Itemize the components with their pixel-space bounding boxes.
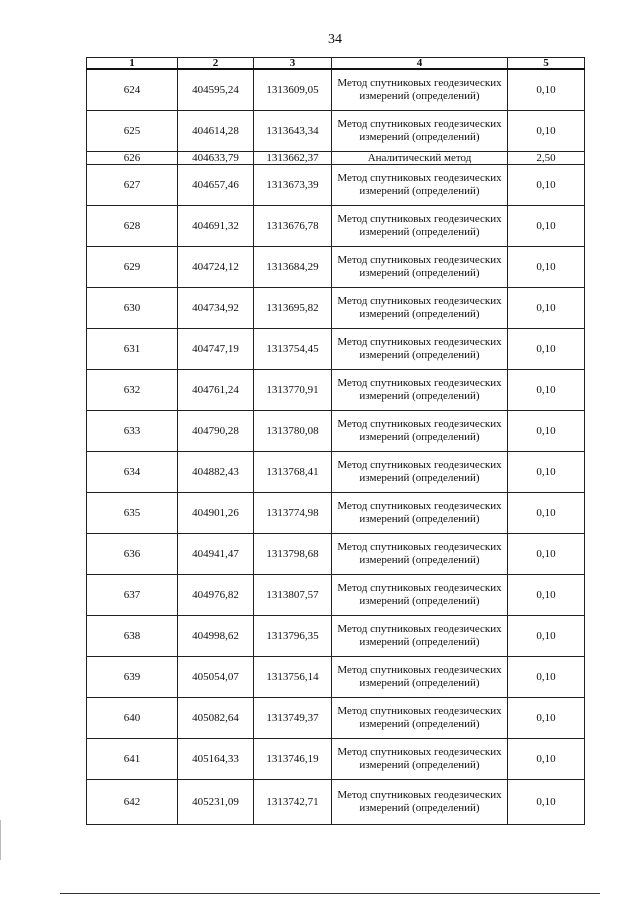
table-row: [87, 411, 585, 452]
accuracy-cell: 0,10: [508, 111, 585, 152]
point-number-cell: 630: [87, 288, 178, 329]
table-row: [87, 152, 585, 165]
accuracy-cell: 0,10: [508, 575, 585, 616]
table-row: [87, 657, 585, 698]
accuracy-cell: 0,10: [508, 780, 585, 825]
x-coordinate-cell: 404724,12: [178, 247, 254, 288]
accuracy-cell: 0,10: [508, 452, 585, 493]
method-cell: Метод спутниковых геодезических измерений (определений): [332, 370, 508, 411]
method-cell: Метод спутниковых геодезических измерений (определений): [332, 493, 508, 534]
method-cell: Метод спутниковых геодезических измерений (определений): [332, 575, 508, 616]
y-coordinate-cell: 1313695,82: [254, 288, 332, 329]
x-coordinate-cell: 404595,24: [178, 69, 254, 111]
table-row: [87, 493, 585, 534]
accuracy-cell: 0,10: [508, 616, 585, 657]
accuracy-cell: 0,10: [508, 411, 585, 452]
table-row: [87, 206, 585, 247]
x-coordinate-cell: 404657,46: [178, 165, 254, 206]
y-coordinate-cell: 1313798,68: [254, 534, 332, 575]
x-coordinate-cell: 404747,19: [178, 329, 254, 370]
table-row: [87, 739, 585, 780]
y-coordinate-cell: 1313768,41: [254, 452, 332, 493]
method-cell: Метод спутниковых геодезических измерений (определений): [332, 780, 508, 825]
method-cell: Метод спутниковых геодезических измерений (определений): [332, 411, 508, 452]
column-header: 1: [87, 58, 178, 70]
x-coordinate-cell: 404633,79: [178, 152, 254, 165]
coordinates-table: [86, 57, 585, 825]
point-number-cell: 633: [87, 411, 178, 452]
y-coordinate-cell: 1313796,35: [254, 616, 332, 657]
x-coordinate-cell: 404976,82: [178, 575, 254, 616]
method-cell: Метод спутниковых геодезических измерений (определений): [332, 329, 508, 370]
table-row: [87, 111, 585, 152]
y-coordinate-cell: 1313807,57: [254, 575, 332, 616]
accuracy-cell: 0,10: [508, 329, 585, 370]
accuracy-cell: 0,10: [508, 698, 585, 739]
x-coordinate-cell: 404691,32: [178, 206, 254, 247]
x-coordinate-cell: 405054,07: [178, 657, 254, 698]
point-number-cell: 624: [87, 69, 178, 111]
accuracy-cell: 0,10: [508, 247, 585, 288]
x-coordinate-cell: 405231,09: [178, 780, 254, 825]
point-number-cell: 641: [87, 739, 178, 780]
y-coordinate-cell: 1313643,34: [254, 111, 332, 152]
y-coordinate-cell: 1313662,37: [254, 152, 332, 165]
y-coordinate-cell: 1313609,05: [254, 69, 332, 111]
y-coordinate-cell: 1313746,19: [254, 739, 332, 780]
table-row: [87, 165, 585, 206]
method-cell: Метод спутниковых геодезических измерений (определений): [332, 698, 508, 739]
y-coordinate-cell: 1313673,39: [254, 165, 332, 206]
y-coordinate-cell: 1313742,71: [254, 780, 332, 825]
point-number-cell: 632: [87, 370, 178, 411]
method-cell: Аналитический метод: [332, 152, 508, 165]
x-coordinate-cell: 404882,43: [178, 452, 254, 493]
point-number-cell: 638: [87, 616, 178, 657]
method-cell: Метод спутниковых геодезических измерений (определений): [332, 616, 508, 657]
method-cell: Метод спутниковых геодезических измерений (определений): [332, 206, 508, 247]
method-cell: Метод спутниковых геодезических измерений (определений): [332, 534, 508, 575]
x-coordinate-cell: 404901,26: [178, 493, 254, 534]
y-coordinate-cell: 1313774,98: [254, 493, 332, 534]
method-cell: Метод спутниковых геодезических измерений (определений): [332, 657, 508, 698]
x-coordinate-cell: 404734,92: [178, 288, 254, 329]
method-cell: Метод спутниковых геодезических измерений (определений): [332, 247, 508, 288]
accuracy-cell: 0,10: [508, 534, 585, 575]
point-number-cell: 642: [87, 780, 178, 825]
page-number: 34: [328, 32, 342, 47]
y-coordinate-cell: 1313676,78: [254, 206, 332, 247]
point-number-cell: 628: [87, 206, 178, 247]
column-header: 4: [332, 58, 508, 70]
table-row: [87, 69, 585, 111]
table-row: [87, 452, 585, 493]
x-coordinate-cell: 405164,33: [178, 739, 254, 780]
point-number-cell: 631: [87, 329, 178, 370]
method-cell: Метод спутниковых геодезических измерений (определений): [332, 69, 508, 111]
accuracy-cell: 0,10: [508, 657, 585, 698]
method-cell: Метод спутниковых геодезических измерений (определений): [332, 111, 508, 152]
x-coordinate-cell: 404761,24: [178, 370, 254, 411]
accuracy-cell: 0,10: [508, 288, 585, 329]
point-number-cell: 634: [87, 452, 178, 493]
table-row: [87, 329, 585, 370]
point-number-cell: 625: [87, 111, 178, 152]
point-number-cell: 629: [87, 247, 178, 288]
y-coordinate-cell: 1313684,29: [254, 247, 332, 288]
point-number-cell: 627: [87, 165, 178, 206]
table-row: [87, 288, 585, 329]
table-row: [87, 698, 585, 739]
bottom-rule: [60, 893, 600, 894]
table-row: [87, 534, 585, 575]
method-cell: Метод спутниковых геодезических измерений (определений): [332, 165, 508, 206]
table-row: [87, 616, 585, 657]
accuracy-cell: 0,10: [508, 370, 585, 411]
scan-edge-mark: [0, 820, 1, 860]
y-coordinate-cell: 1313749,37: [254, 698, 332, 739]
point-number-cell: 640: [87, 698, 178, 739]
method-cell: Метод спутниковых геодезических измерений (определений): [332, 452, 508, 493]
accuracy-cell: 0,10: [508, 493, 585, 534]
accuracy-cell: 0,10: [508, 69, 585, 111]
method-cell: Метод спутниковых геодезических измерений (определений): [332, 288, 508, 329]
column-header: 2: [178, 58, 254, 70]
accuracy-cell: 2,50: [508, 152, 585, 165]
point-number-cell: 636: [87, 534, 178, 575]
accuracy-cell: 0,10: [508, 739, 585, 780]
table-row: [87, 370, 585, 411]
accuracy-cell: 0,10: [508, 206, 585, 247]
column-header: 5: [508, 58, 585, 70]
point-number-cell: 635: [87, 493, 178, 534]
table-header-row: [87, 58, 585, 70]
y-coordinate-cell: 1313780,08: [254, 411, 332, 452]
accuracy-cell: 0,10: [508, 165, 585, 206]
x-coordinate-cell: 405082,64: [178, 698, 254, 739]
table-row: [87, 575, 585, 616]
column-header: 3: [254, 58, 332, 70]
table-row: [87, 780, 585, 825]
y-coordinate-cell: 1313756,14: [254, 657, 332, 698]
point-number-cell: 639: [87, 657, 178, 698]
point-number-cell: 637: [87, 575, 178, 616]
x-coordinate-cell: 404614,28: [178, 111, 254, 152]
method-cell: Метод спутниковых геодезических измерений (определений): [332, 739, 508, 780]
y-coordinate-cell: 1313770,91: [254, 370, 332, 411]
y-coordinate-cell: 1313754,45: [254, 329, 332, 370]
x-coordinate-cell: 404998,62: [178, 616, 254, 657]
point-number-cell: 626: [87, 152, 178, 165]
table-row: [87, 247, 585, 288]
x-coordinate-cell: 404941,47: [178, 534, 254, 575]
x-coordinate-cell: 404790,28: [178, 411, 254, 452]
